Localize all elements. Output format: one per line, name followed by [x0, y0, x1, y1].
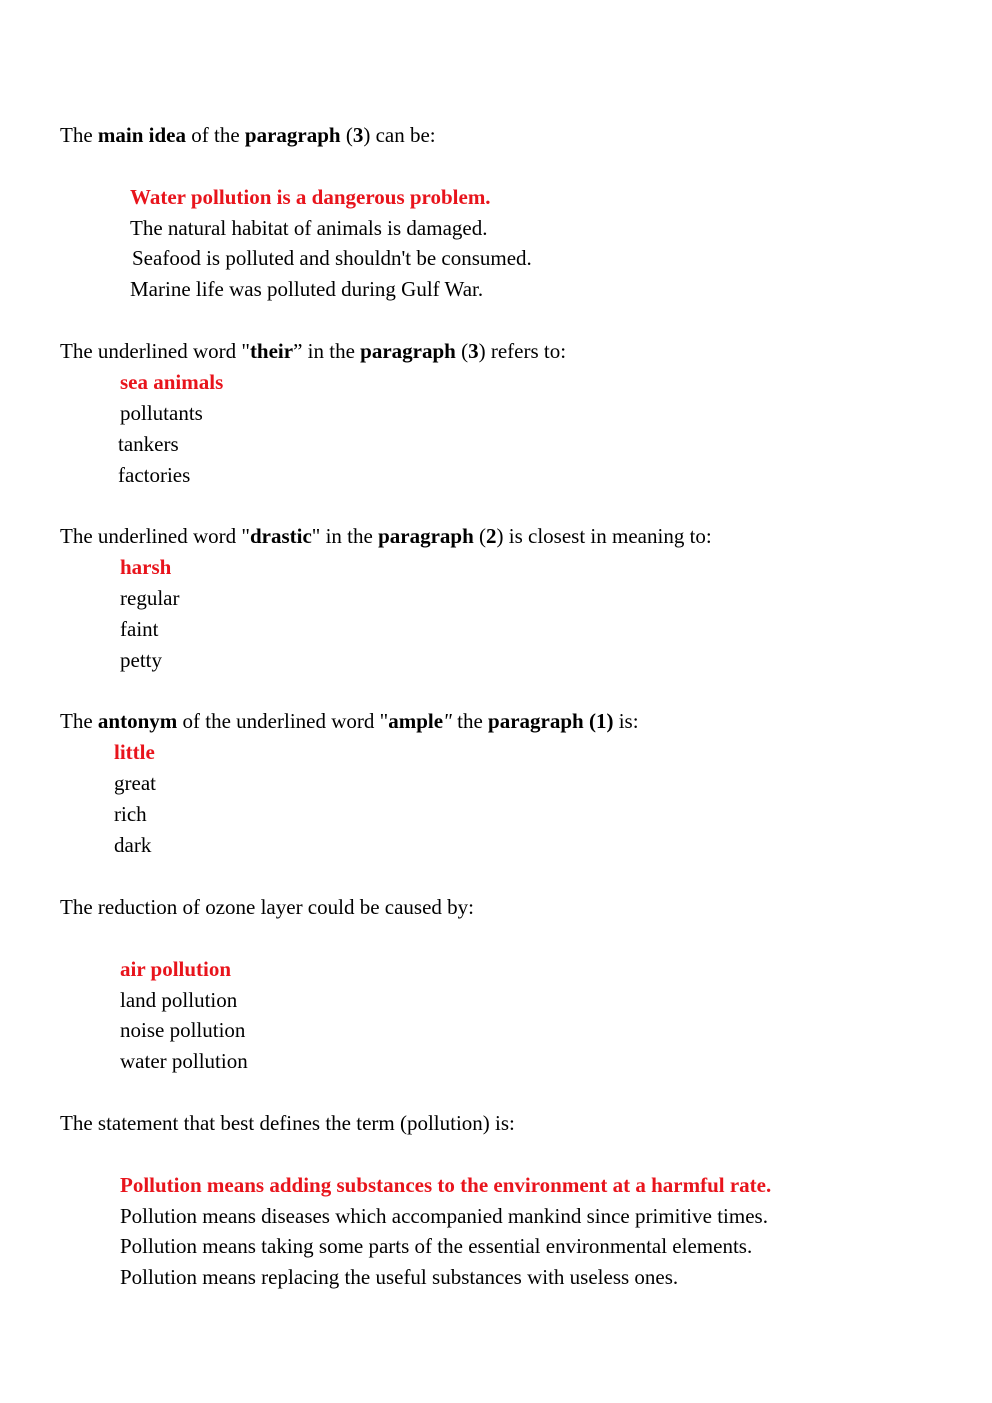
question-4-stem: The antonym of the underlined word "ample" the paragraph (1) is: — [60, 709, 639, 733]
question-6-correct-answer: Pollution means adding substances to the environment at a harmful rate. — [120, 1173, 772, 1197]
question-3-option: petty — [120, 648, 162, 672]
question-3-option: regular — [120, 586, 180, 610]
question-5-correct-answer: air pollution — [120, 957, 232, 981]
question-6-stem: The statement that best defines the term (pollution) is: — [60, 1111, 515, 1135]
question-5-option: land pollution — [120, 988, 238, 1012]
question-1-option: The natural habitat of animals is damaged. — [130, 216, 488, 240]
question-1-option: Seafood is polluted and shouldn't be consumed. — [132, 246, 532, 270]
question-5-stem: The reduction of ozone layer could be caused by: — [60, 895, 475, 919]
question-6-option: Pollution means replacing the useful substances with useless ones. — [120, 1265, 679, 1289]
question-5-option: noise pollution — [120, 1018, 246, 1042]
question-1-option: Marine life was polluted during Gulf War. — [130, 277, 484, 301]
question-2-option: factories — [118, 463, 191, 487]
question-2-stem: The underlined word "their” in the paragraph (3) refers to: — [60, 339, 567, 363]
question-4-option: dark — [114, 833, 152, 857]
question-4-option: rich — [114, 802, 147, 826]
question-1-stem: The main idea of the paragraph (3) can be: — [60, 123, 436, 147]
question-1-correct-answer: Water pollution is a dangerous problem. — [130, 185, 491, 209]
question-2-option: tankers — [118, 432, 179, 456]
question-3-correct-answer: harsh — [120, 555, 172, 579]
question-3-stem: The underlined word "drastic" in the paragraph (2) is closest in meaning to: — [60, 524, 712, 548]
question-4-option: great — [114, 771, 156, 795]
question-5-option: water pollution — [120, 1049, 248, 1073]
question-4-correct-answer: little — [114, 740, 155, 764]
question-2-correct-answer: sea animals — [120, 370, 224, 394]
question-6-option: Pollution means diseases which accompanied mankind since primitive times. — [120, 1204, 768, 1228]
question-6-option: Pollution means taking some parts of the essential environmental elements. — [120, 1234, 753, 1258]
question-3-option: faint — [120, 617, 159, 641]
question-2-option: pollutants — [120, 401, 203, 425]
